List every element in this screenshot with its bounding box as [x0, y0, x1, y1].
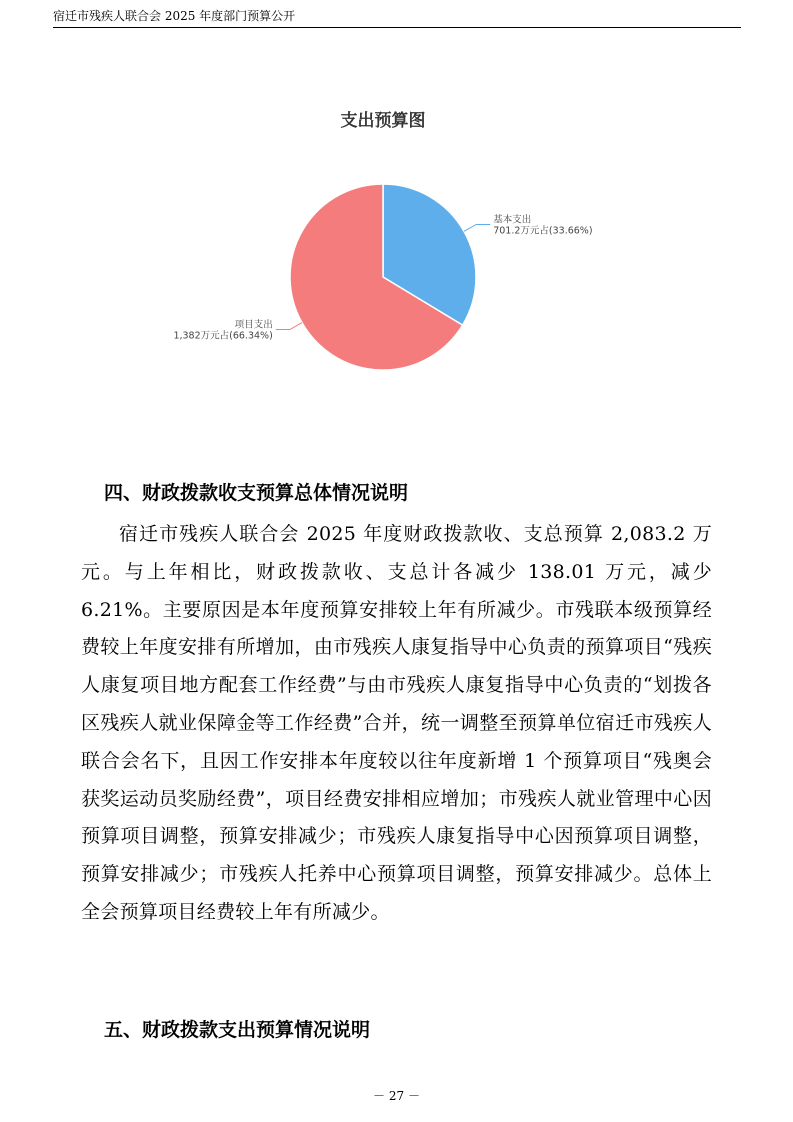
chart-title: 支出预算图: [340, 111, 426, 131]
pie-slices: [290, 184, 476, 370]
section-5-heading: 五、财政拨款支出预算情况说明: [104, 1019, 371, 1041]
label-leader-project-expenditure: [276, 323, 302, 330]
slice-value-label-project-expenditure: 1,382万元占(66.34%): [173, 330, 273, 342]
section-4-paragraph: 宿迁市残疾人联合会 2025 年度财政拨款收、支总预算 2,083.2 万元。与上年相比，财政拨款收、支总计各减少 138.01 万元，减少 6.21%。主要原因是本年度预算安排较上年有所减少。市残联本级预算经费较上年度安排有所增加，由市残疾人康复指导中心负责的预算项目“残疾人康复项目地方配套工作经费”与由市残疾人康复指导中心负责的“划拨各区残疾人就业保障金等工作经费”合并，统一调整至预算单位宿迁市残疾人联合会名下，且因工作安排本年度较以往年度新增 1 个预算项目“残奥会获奖运动员奖励经费”，项目经费安排相应增加；市残疾人就业管理中心因预算项目调整，预算安排减少；市残疾人康复指导中心因预算项目调整，预算安排减少；市残疾人托养中心预算项目调整，预算安排减少。总体上全会预算项目经费较上年有所减少。: [81, 523, 712, 923]
running-header: 宿迁市残疾人联合会 2025 年度部门预算公开: [53, 9, 296, 23]
slice-name-label-project-expenditure: 项目支出: [234, 319, 273, 331]
slice-name-label-basic-expenditure: 基本支出: [493, 214, 532, 226]
header-rule: [53, 27, 741, 28]
slice-value-label-basic-expenditure: 701.2万元占(33.66%): [493, 225, 593, 237]
section-4-heading: 四、财政拨款收支预算总体情况说明: [104, 482, 409, 504]
label-leader-basic-expenditure: [464, 224, 490, 231]
pie-chart-svg: [100, 95, 700, 415]
expenditure-pie-chart: [100, 95, 700, 415]
page-number: － 27 －: [373, 1089, 420, 1103]
